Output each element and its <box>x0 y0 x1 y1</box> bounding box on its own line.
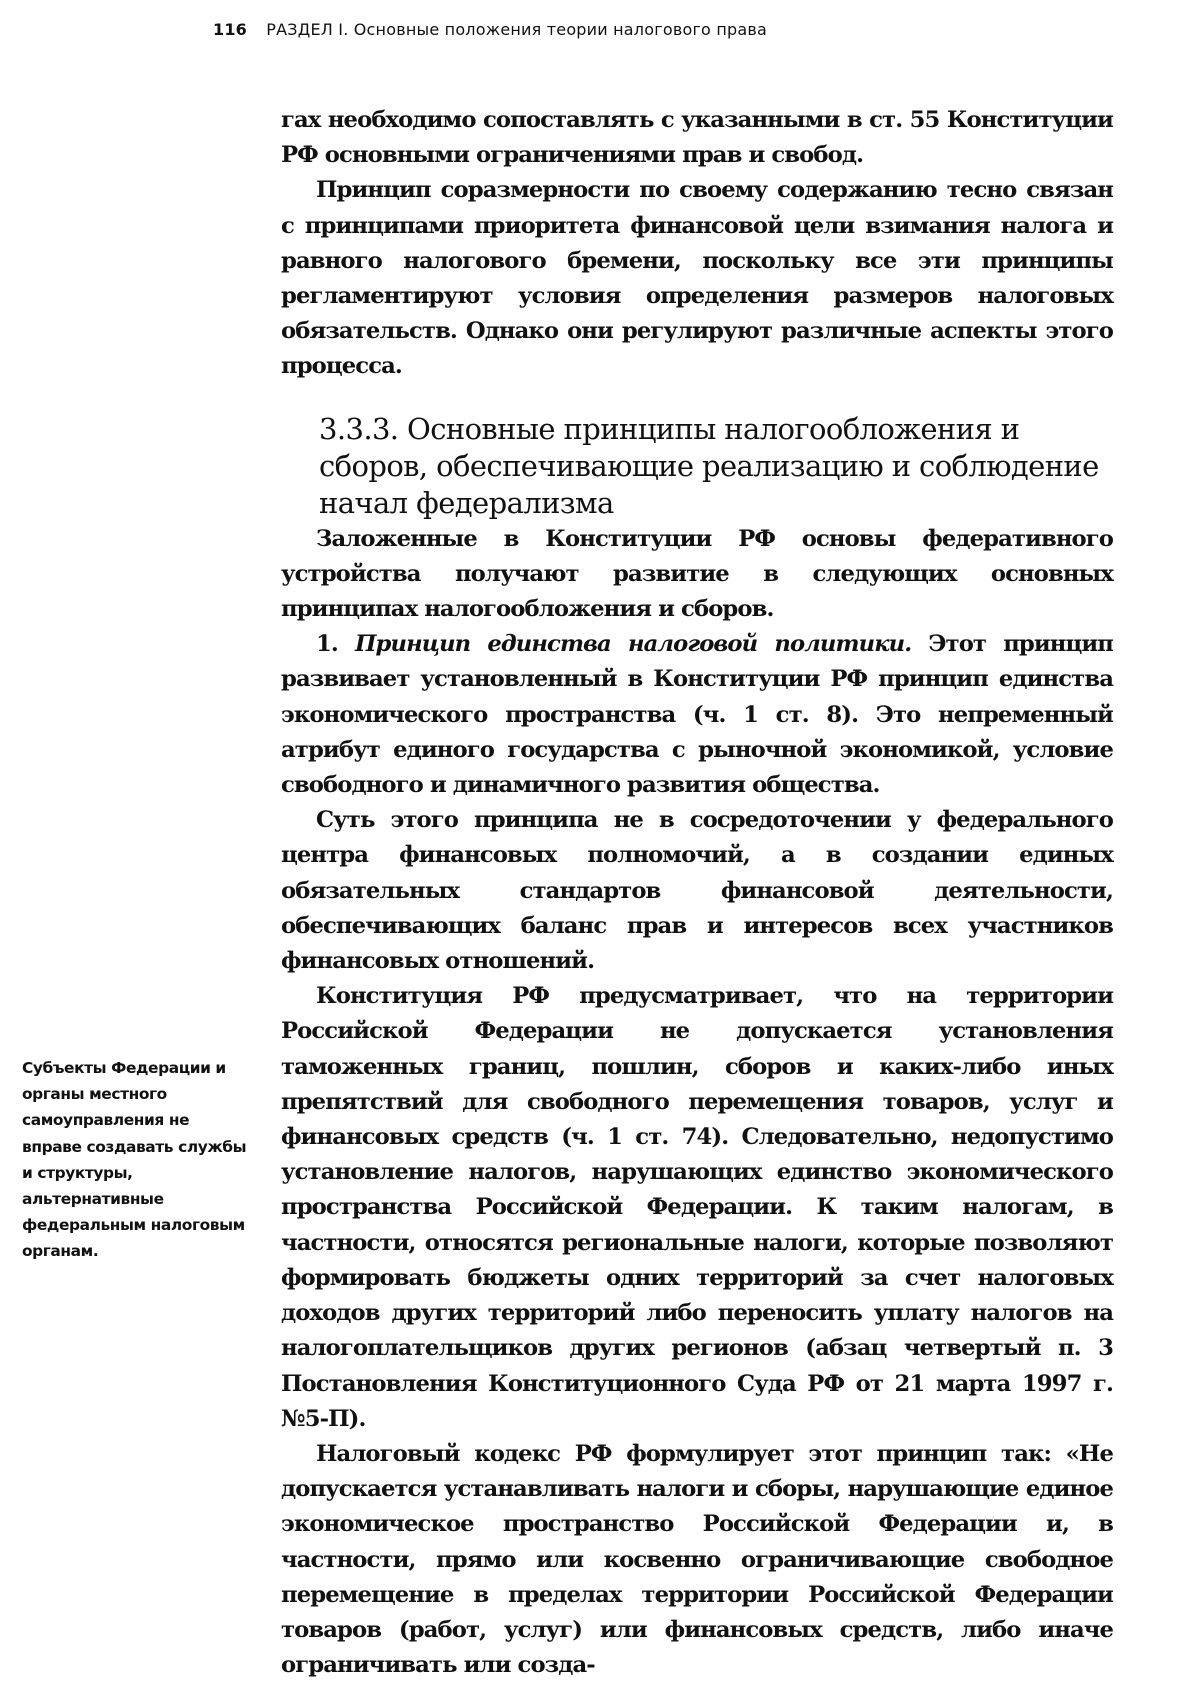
paragraph: Заложенные в Конституции РФ основы федеративного устройства получают развитие в следующих основных принципах налогообложения и сборов. <box>281 525 1113 623</box>
page-number: 116 <box>213 20 247 39</box>
paragraph: Налоговый кодекс РФ формулирует этот принцип так: «Не допускается устанавливать налоги и сборы, нарушающие единое экономическое пространство Российской Федерации и, в частности, прямо или косвенно ограничивающие свободное перемещение в пределах территории Российской Федерации товаров (работ, услуг) или финансовых средств, либо иначе ограничивать или созда- <box>281 1440 1113 1679</box>
paragraph: гах необходимо сопоставлять с указанными в ст. 55 Конституции РФ основными ограничениями прав и свобод. <box>281 107 1113 169</box>
paragraph: Конституция РФ предусматривает, что на территории Российской Федерации не допускается установления таможенных границ, пошлин, сборов и каких-либо иных препятствий для свободного перемещения товаров, услуг и финансовых средств (ч. 1 ст. 74). Следовательно, недопустимо установление налогов, нарушающих единство экономического пространства Российской Федерации. К таким налогам, в частности, относятся региональные налоги, которые позволяют формировать бюджеты одних территорий за счет налоговых доходов других территорий либо переносить уплату налогов на налогоплательщиков других регионов (абзац четвертый п. 3 Постановления Конституционного Суда РФ от 21 марта 1997 г. №5-П). <box>281 983 1113 1432</box>
running-title: РАЗДЕЛ I. Основные положения теории налогового права <box>266 20 767 39</box>
margin-note: Субъекты Федерации и органы местного самоуправления не вправе создавать службы и структуры, альтернативные федеральным налоговым органам. <box>22 1059 247 1261</box>
main-text-column <box>281 103 1113 1683</box>
page-header <box>213 20 767 39</box>
principle-term: Принцип единства налоговой политики. <box>355 631 912 658</box>
paragraph: Суть этого принципа не в сосредоточении у федерального центра финансовых полномочий, а в создании единых обязательных стандартов финансовой деятельности, обеспечивающих баланс прав и интересов всех участников финансовых отношений. <box>281 807 1113 975</box>
paragraph-text: Этот принцип развивает установленный в Конституции РФ принцип единства экономического пространства (ч. 1 ст. 8). Это непременный атрибут единого государства с рыночной экономикой, условие свободного и динамичного развития общества. <box>281 631 1113 799</box>
paragraph <box>281 627 1113 803</box>
section-heading: 3.3.3. Основные принципы налогообложения и сборов, обеспечивающие реализацию и соблюдение начал федерализма <box>319 411 1099 520</box>
paragraph: Принцип соразмерности по своему содержанию тесно связан с принципами приоритета финансовой цели взимания налога и равного налогового бремени, поскольку все эти принципы регламентируют условия определения размеров налоговых обязательств. Однако они регулируют различные аспекты этого процесса. <box>281 177 1113 380</box>
list-number: 1. <box>316 631 338 658</box>
